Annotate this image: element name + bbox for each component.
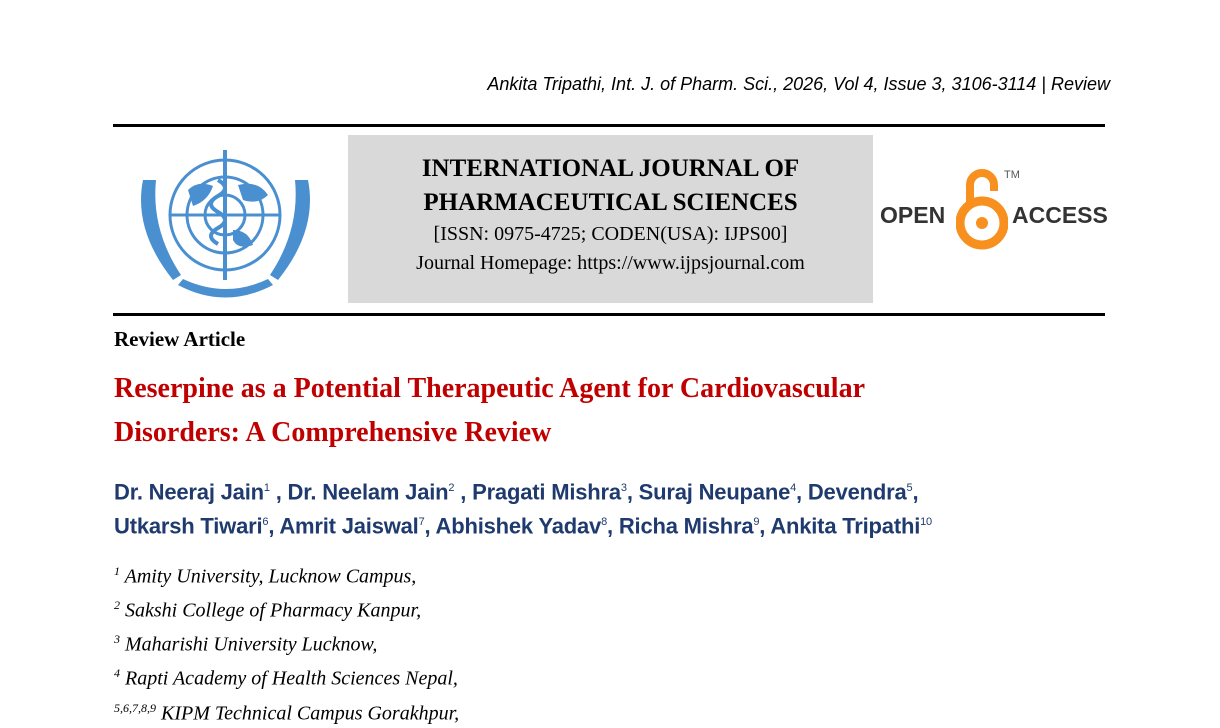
affiliation-number: 5,6,7,8,9 bbox=[114, 700, 156, 715]
author-separator: , bbox=[759, 513, 771, 539]
article-title bbox=[114, 367, 1064, 455]
affiliation-list bbox=[114, 557, 459, 728]
affiliation-number: 4 bbox=[114, 666, 120, 681]
affiliation-text: Sakshi College of Pharmacy Kanpur, bbox=[120, 599, 422, 622]
who-emblem-logo bbox=[128, 140, 323, 305]
author-separator: , bbox=[424, 513, 436, 539]
author-affiliation-mark: 7 bbox=[418, 516, 425, 529]
title-line-2: Disorders: A Comprehensive Review bbox=[114, 417, 552, 448]
author-separator: , bbox=[796, 479, 808, 505]
author-name: Suraj Neupane bbox=[638, 479, 791, 505]
affiliation bbox=[114, 659, 459, 693]
affiliation bbox=[114, 694, 459, 728]
author-affiliation-mark: 9 bbox=[753, 516, 760, 529]
affiliation bbox=[114, 625, 459, 659]
affiliation-text: Maharishi University Lucknow, bbox=[120, 633, 378, 656]
author-name: Dr. Neelam Jain bbox=[287, 479, 449, 505]
author-affiliation-mark: 2 bbox=[448, 482, 455, 494]
author-separator: , bbox=[912, 479, 919, 505]
author-name: Dr. Neeraj Jain bbox=[114, 479, 264, 505]
journal-name-line2: PHARMACEUTICAL SCIENCES bbox=[423, 189, 798, 216]
author-affiliation-mark: 1 bbox=[263, 482, 270, 494]
author-list bbox=[114, 473, 1114, 542]
header-rule-bottom bbox=[113, 313, 1105, 316]
author-name: Pragati Mishra bbox=[472, 479, 621, 505]
author-name: Amrit Jaiswal bbox=[279, 513, 419, 539]
open-access-logo bbox=[880, 165, 1108, 253]
affiliation-text: KIPM Technical Campus Gorakhpur, bbox=[156, 702, 460, 725]
author-separator: , bbox=[268, 513, 280, 539]
open-access-left-text: OPEN bbox=[880, 202, 946, 228]
affiliation-text: Amity University, Lucknow Campus, bbox=[120, 565, 417, 588]
affiliation-text: Rapti Academy of Health Sciences Nepal, bbox=[120, 668, 458, 691]
author-name: Utkarsh Tiwari bbox=[114, 513, 263, 539]
running-header: Ankita Tripathi, Int. J. of Pharm. Sci., 2026, Vol 4, Issue 3, 3106-3114 | Review bbox=[487, 74, 1110, 94]
journal-issn: [ISSN: 0975-4725; CODEN(USA): IJPS00] bbox=[433, 223, 788, 245]
open-lock-icon bbox=[956, 165, 1008, 253]
title-line-1: Reserpine as a Potential Therapeutic Agent for Cardiovascular bbox=[114, 373, 866, 404]
author-name: Ankita Tripathi bbox=[770, 513, 921, 539]
article-type: Review Article bbox=[114, 327, 246, 351]
author-affiliation-mark: 6 bbox=[262, 516, 269, 529]
author-affiliation-mark: 8 bbox=[601, 516, 608, 529]
author-affiliation-mark: 3 bbox=[620, 482, 627, 494]
author-name: Richa Mishra bbox=[618, 513, 754, 539]
affiliation bbox=[114, 557, 459, 591]
trademark-mark: TM bbox=[1004, 169, 1020, 181]
author-separator: , bbox=[269, 479, 288, 505]
author-name: Abhishek Yadav bbox=[435, 513, 602, 539]
affiliation bbox=[114, 591, 459, 625]
journal-homepage[interactable]: Journal Homepage: https://www.ijpsjournal.com bbox=[416, 252, 805, 274]
header-rule-top bbox=[113, 124, 1105, 127]
author-affiliation-mark: 4 bbox=[790, 482, 797, 494]
affiliation-number: 2 bbox=[114, 598, 120, 613]
author-separator: , bbox=[454, 479, 473, 505]
author-name: Devendra bbox=[807, 479, 907, 505]
journal-masthead bbox=[348, 135, 873, 303]
affiliation-number: 3 bbox=[114, 632, 120, 647]
open-access-right-text: ACCESS bbox=[1012, 202, 1108, 228]
author-separator: , bbox=[626, 479, 639, 505]
journal-name-line1: INTERNATIONAL JOURNAL OF bbox=[421, 155, 800, 182]
author-affiliation-mark: 10 bbox=[920, 516, 932, 529]
author-separator: , bbox=[607, 513, 619, 539]
affiliation-number: 1 bbox=[114, 564, 120, 578]
author-affiliation-mark: 5 bbox=[906, 482, 913, 494]
